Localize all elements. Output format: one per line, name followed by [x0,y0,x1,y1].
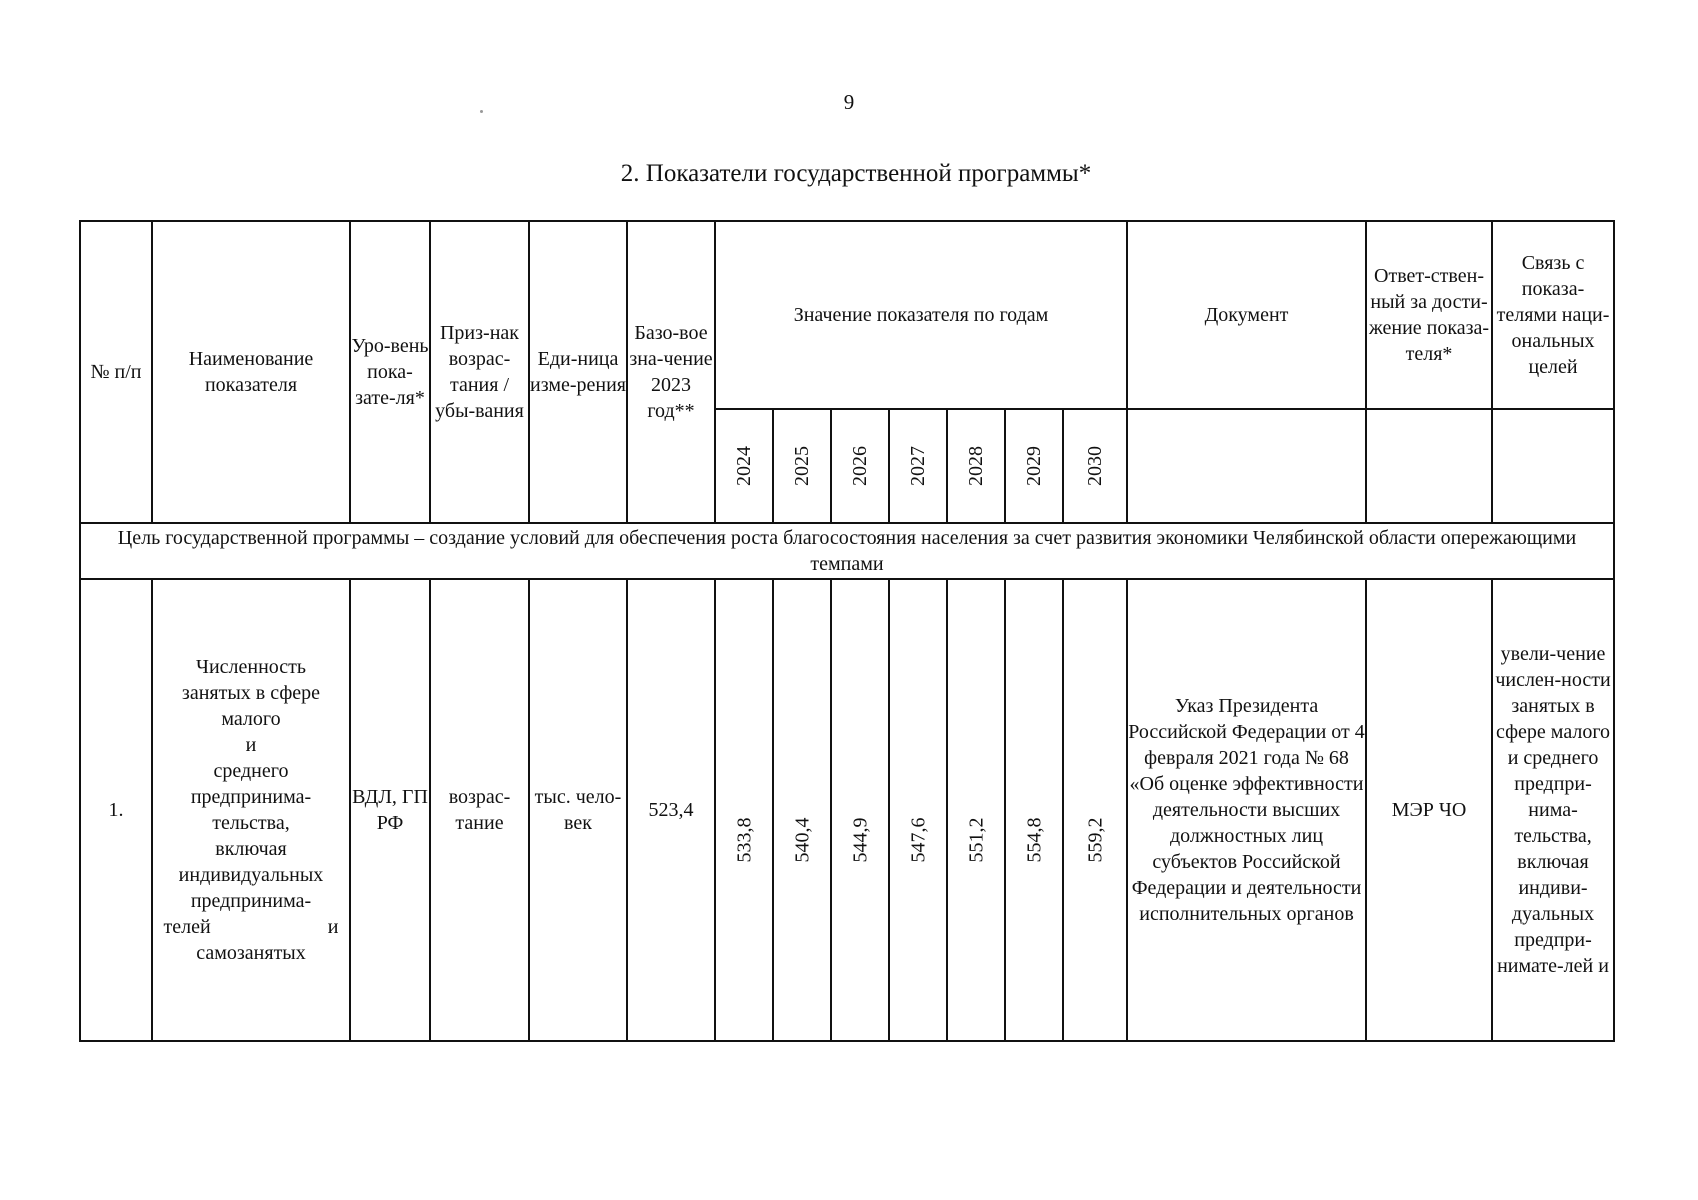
indicator-level: ВДЛ, ГП РФ [350,579,430,1041]
section-title: 2. Показатели государственной программы* [620,160,1092,187]
header-base-value: Базо-вое зна-чение 2023 год** [627,221,715,523]
header-level: Уро-вень пока-зате-ля* [350,221,430,523]
value-2025: 540,4 [773,579,831,1041]
year-2026: 2026 [831,409,889,523]
indicators-table [79,220,1615,1042]
header-national-goals-link: Связь с показа-телями наци-ональных целей [1492,221,1614,409]
value-2027: 547,6 [889,579,947,1041]
indicator-trend: возрас-тание [430,579,529,1041]
year-2028: 2028 [947,409,1005,523]
year-2025: 2025 [773,409,831,523]
goal-row [80,523,1614,579]
header-trend: Приз-нак возрас-тания / убы-вания [430,221,529,523]
header-document: Документ [1127,221,1366,409]
value-2024: 533,8 [715,579,773,1041]
indicator-unit: тыс. чело-век [529,579,627,1041]
empty-cell [1492,409,1614,523]
page-number: 9 [843,90,855,114]
table-row [80,579,1614,1041]
year-2030: 2030 [1063,409,1127,523]
header-num: № п/п [80,221,152,523]
row-number: 1. [80,579,152,1041]
empty-cell [1366,409,1492,523]
national-goals-link: увели-чение числен-ности занятых в сфере малого и среднего предпри-нима-тельства, включая индиви-дуальных предпри-нимате-лей и [1492,579,1614,1041]
value-2026: 544,9 [831,579,889,1041]
value-2030: 559,2 [1063,579,1127,1041]
indicator-base-value: 523,4 [627,579,715,1041]
header-row [80,221,1614,409]
year-2029: 2029 [1005,409,1063,523]
year-2027: 2027 [889,409,947,523]
header-name: Наименование показателя [152,221,350,523]
value-2029: 554,8 [1005,579,1063,1041]
header-responsible: Ответ-ствен-ный за дости-жение показа-теля* [1366,221,1492,409]
indicator-responsible: МЭР ЧО [1366,579,1492,1041]
indicator-name: Численность занятых в сфере малого и среднего предпринима- тельства, включая индивидуальных предпринима- телей и самозанятых [152,579,350,1041]
header-unit: Еди-ница изме-рения [529,221,627,523]
year-2024: 2024 [715,409,773,523]
program-goal: Цель государственной программы – создание условий для обеспечения роста благосостояния населения за счет развития экономики Челябинской области опережающими темпами [80,523,1614,579]
header-values-by-year: Значение показателя по годам [715,221,1127,409]
empty-cell [1127,409,1366,523]
indicator-document: Указ Президента Российской Федерации от 4 февраля 2021 года № 68 «Об оценке эффективности деятельности высших должностных лиц субъектов Российской Федерации и деятельности исполнительных органов [1127,579,1366,1041]
value-2028: 551,2 [947,579,1005,1041]
